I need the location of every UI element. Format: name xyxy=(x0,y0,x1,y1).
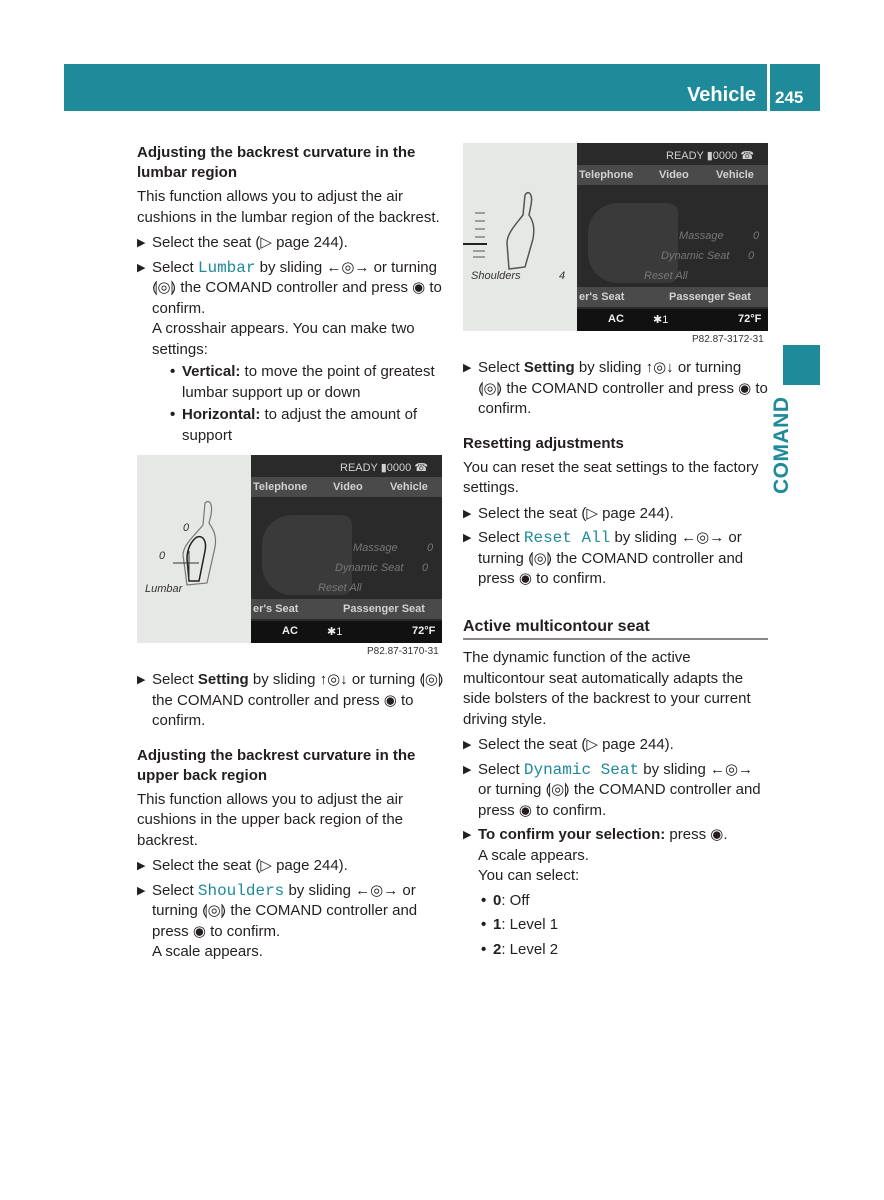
tab-telephone: Telephone xyxy=(579,169,634,181)
step-select-setting: ▶ Select Setting by sliding ↑◎↓ or turning ⟬◎⟭ the COMAND controller and press ◉ to confirm. xyxy=(137,671,444,729)
step-arrow-icon: ▶ xyxy=(137,261,146,274)
status-ready: READY ▮0000 ☎ xyxy=(340,462,429,474)
tab-vehicle: Vehicle xyxy=(716,169,754,181)
section-title-upper-back: Adjusting the backrest curvature in the upper back region xyxy=(137,746,416,784)
step-confirm-selection: ▶ To confirm your selection: press ◉. A scale appears. You can select: • 0: Off • 1: Level 1 • 2: Level 2 xyxy=(463,825,768,960)
option-level-2: • 2: Level 2 xyxy=(481,940,559,958)
section-rule xyxy=(463,638,768,640)
section-active-multicontour xyxy=(463,617,768,638)
side-tab-marker xyxy=(783,345,820,385)
step-arrow-icon: ▶ xyxy=(463,763,472,776)
section-intro-lumbar: This function allows you to adjust the air cushions in the lumbar region of the backrest. xyxy=(137,188,440,226)
header-bar xyxy=(64,64,767,111)
lumbar-crosshair-diagram xyxy=(137,455,251,643)
tab-telephone: Telephone xyxy=(253,481,308,493)
step-select-setting-2: ▶ Select Setting by sliding ↑◎↓ or turning ⟬◎⟭ the COMAND controller and press ◉ to confirm. xyxy=(463,359,768,417)
left-column-top xyxy=(137,143,445,450)
figure-code-3172: P82.87-3172-31 xyxy=(692,334,764,345)
step-arrow-icon: ▶ xyxy=(137,674,146,686)
step-select-seat-3: ▶ Select the seat (▷ page 244). xyxy=(463,504,768,525)
figure-lumbar-display: 0 0 Lumbar READY ▮0000 ☎ Telephone Video Vehicle Massage 0 Dynamic Seat 0 Reset All er's Seat Passenger Seat AC ✱1 72°F xyxy=(137,455,442,643)
section-intro-reset: You can reset the seat settings to the factory settings. xyxy=(463,458,759,496)
figure-shoulders-display: Shoulders 4 READY ▮0000 ☎ Telephone Video Vehicle Massage 0 Dynamic Seat 0 Reset All er's Seat Passenger Seat AC ✱1 72°F xyxy=(463,143,768,331)
left-column-bottom xyxy=(137,670,445,967)
step-select-seat-2: ▶ Select the seat (▷ page 244). xyxy=(137,856,445,877)
step-select-dynamic-seat: ▶ Select Dynamic Seat by sliding ←◎→ or turning ⟬◎⟭ the COMAND controller and press ◉ to confirm. xyxy=(463,760,761,819)
step-select-reset-all: ▶ Select Reset All by sliding ←◎→ or turning ⟬◎⟭ the COMAND controller and press ◉ to confirm. xyxy=(463,529,744,587)
section-intro-upper-back: This function allows you to adjust the air cushions in the upper back region of the backrest. xyxy=(137,790,404,849)
step-select-lumbar: ▶ Select Lumbar by sliding ←◎→ or turning ⟬◎⟭ the COMAND controller and press ◉ to confirm. A crosshair appears. You can make two settings: • Vertical: to move the point of greatest lumbar support up or down • Horizontal: to adjust the amount of support xyxy=(137,258,445,447)
step-arrow-icon: ▶ xyxy=(463,829,472,841)
menu-item-shoulders: Shoulders xyxy=(197,881,285,900)
step-select-seat-4: ▶ Select the seat (▷ page 244). xyxy=(463,735,768,756)
menu-item-reset-all: Reset All xyxy=(523,529,611,547)
section-title-lumbar: Adjusting the backrest curvature in the lumbar region xyxy=(137,144,416,181)
step-arrow-icon: ▶ xyxy=(463,362,472,374)
step-arrow-icon: ▶ xyxy=(137,884,146,897)
tab-video: Video xyxy=(659,169,689,181)
step-arrow-icon: ▶ xyxy=(463,739,472,751)
section-intro-multicontour: The dynamic function of the active multicontour seat automatically adapts the side bolsters of the backrest to your current driving style. xyxy=(463,649,751,728)
step-arrow-icon: ▶ xyxy=(463,507,472,520)
step-arrow-icon: ▶ xyxy=(137,860,146,872)
option-off: • 0: Off xyxy=(481,891,530,909)
figure-code-3170: P82.87-3170-31 xyxy=(367,646,439,657)
right-column-bottom xyxy=(463,648,768,964)
step-arrow-icon: ▶ xyxy=(137,237,146,249)
step-select-shoulders: ▶ Select Shoulders by sliding ←◎→ or turning ⟬◎⟭ the COMAND controller and press ◉ to confirm. A scale appears. xyxy=(137,881,418,960)
section-title-multicontour: Active multicontour seat xyxy=(463,618,650,635)
tab-video: Video xyxy=(333,481,363,493)
step-arrow-icon: ▶ xyxy=(463,532,472,544)
option-level-1: • 1: Level 1 xyxy=(481,916,559,933)
bullet-vertical: • Vertical: to move the point of greatest lumbar support up or down xyxy=(170,363,435,401)
shoulders-scale-diagram xyxy=(463,143,577,331)
page-number: 245 xyxy=(775,88,804,107)
status-ready: READY ▮0000 ☎ xyxy=(666,150,755,162)
side-tab-label: COMAND xyxy=(770,396,793,494)
tab-vehicle: Vehicle xyxy=(390,481,428,493)
right-column-top xyxy=(463,358,768,594)
menu-item-dynamic-seat: Dynamic Seat xyxy=(523,760,640,779)
bullet-horizontal: • Horizontal: to adjust the amount of support xyxy=(170,406,418,444)
menu-item-lumbar: Lumbar xyxy=(197,258,256,277)
page-section-title: Vehicle xyxy=(687,84,756,106)
section-title-reset: Resetting adjustments xyxy=(463,434,624,452)
step-select-seat: ▶ Select the seat (▷ page 244). xyxy=(137,233,445,254)
